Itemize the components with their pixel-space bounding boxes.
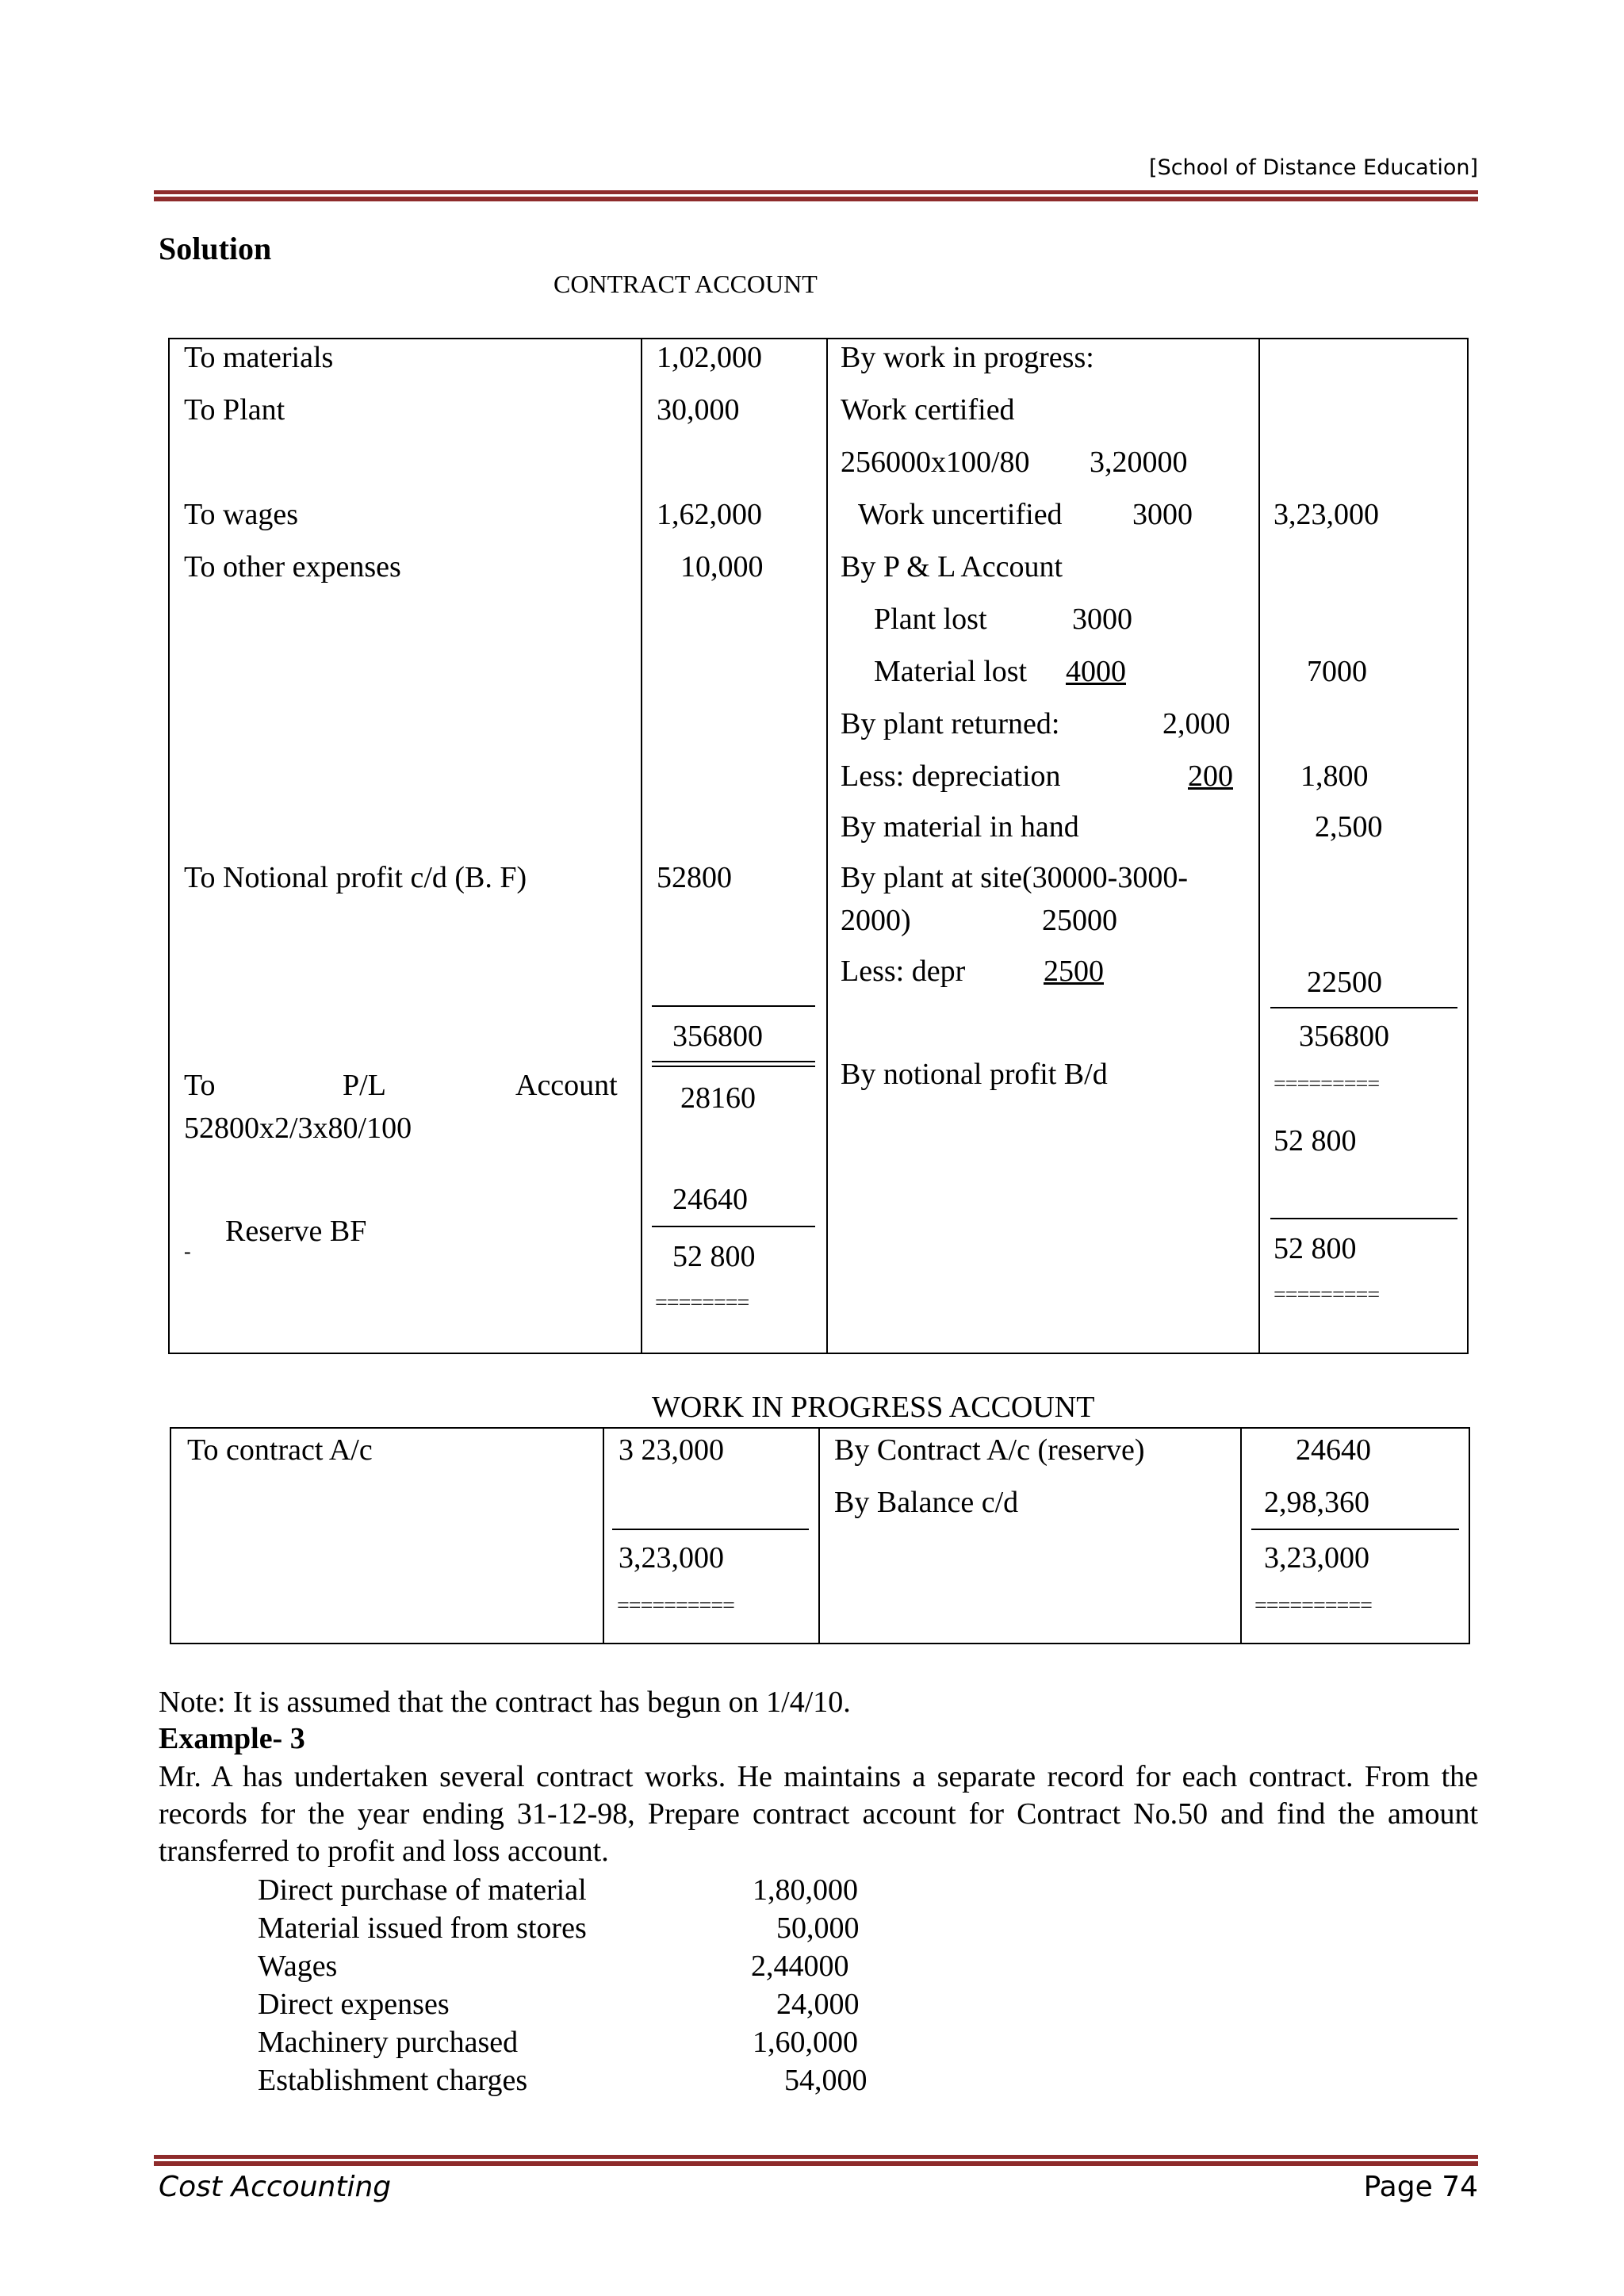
cr-uncertified-amt: 3000 (1132, 498, 1193, 531)
cr-material-lost: Material lost (874, 655, 1028, 688)
total-rule (652, 1005, 815, 1007)
double-rule (652, 1061, 815, 1067)
list-item-label: Machinery purchased (258, 2026, 519, 2059)
list-item-label: Material issued from stores (258, 1911, 587, 1945)
wip-dr-total: 3,23,000 (619, 1541, 724, 1575)
list-item-amount: 2,44000 (751, 1950, 849, 1983)
list-item-label: Direct expenses (258, 1988, 450, 2021)
cr-wip: By work in progress: (841, 341, 1094, 374)
total-rule (1270, 1218, 1457, 1219)
cr-less-depr: Less: depr (841, 955, 966, 988)
total-rule (652, 1226, 815, 1227)
cr-plant-returned-amt: 2,000 (1162, 707, 1231, 740)
cr-amt-plant-returned: 1,800 (1300, 760, 1369, 793)
total-rule (1270, 1007, 1457, 1008)
dr-amt-wages: 1,62,000 (657, 498, 762, 531)
footer-rule (154, 2155, 1478, 2166)
cr-certified-calc: 256000x100/80 (841, 446, 1030, 479)
cr-amt-wip: 3,23,000 (1274, 498, 1379, 531)
col-divider (641, 338, 642, 1354)
header-rule (154, 190, 1478, 201)
solution-heading: Solution (159, 231, 272, 266)
cr-eq2: ========= (1274, 1283, 1380, 1307)
wip-cr-item1: By Contract A/c (reserve) (834, 1433, 1145, 1467)
list-item-amount: 50,000 (776, 1911, 860, 1945)
wip-dr-item: To contract A/c (187, 1433, 373, 1467)
dr-total: 356800 (672, 1020, 763, 1053)
cr-notional-bd: By notional profit B/d (841, 1058, 1108, 1091)
col-divider (1240, 1427, 1242, 1644)
total-rule (1251, 1529, 1459, 1530)
wip-dr-eq: ========== (617, 1594, 734, 1618)
cr-plant-returned: By plant returned: (841, 707, 1060, 740)
cr-eq: ========= (1274, 1072, 1380, 1096)
dr-pl-formula: 52800x2/3x80/100 (184, 1112, 412, 1145)
col-divider (826, 338, 828, 1354)
dr-amt-plant: 30,000 (657, 393, 740, 427)
header-institution: [School of Distance Education] (1149, 155, 1478, 180)
cr-plant-site-amt: 25000 (1042, 904, 1117, 937)
cr-less-depr-amt: 2500 (1044, 955, 1104, 988)
cr-plant-lost-amt: 3000 (1072, 603, 1132, 636)
dr-reserve-amount: 24640 (672, 1183, 748, 1216)
cr-total: 356800 (1299, 1020, 1389, 1053)
dr-notional-profit: To Notional profit c/d (B. F) (184, 861, 527, 894)
dr-dash: - (184, 1240, 191, 1263)
dr-other-expenses: To other expenses (184, 550, 401, 584)
cr-plant-lost: Plant lost (874, 603, 987, 636)
list-item-label: Establishment charges (258, 2064, 528, 2097)
cr-certified: Work certified (841, 393, 1015, 427)
wip-cr-amount1: 24640 (1296, 1433, 1371, 1467)
footer-title: Cost Accounting (159, 2171, 392, 2203)
col-divider (818, 1427, 820, 1644)
col-divider (1258, 338, 1260, 1354)
page-number: Page 74 (1363, 2171, 1478, 2203)
wip-cr-item2: By Balance c/d (834, 1486, 1019, 1519)
cr-less-dep: Less: depreciation (841, 760, 1061, 793)
contract-table-border (168, 338, 1469, 1354)
wip-cr-total: 3,23,000 (1264, 1541, 1369, 1575)
cr-amt-material-hand: 2,500 (1315, 810, 1383, 844)
list-item-amount: 1,80,000 (753, 1873, 858, 1907)
cr-pl: By P & L Account (841, 550, 1063, 584)
dr-amt-other: 10,000 (680, 550, 764, 584)
contract-account-title: CONTRACT ACCOUNT (553, 270, 818, 298)
dr-pl-account: Account (515, 1069, 618, 1102)
list-item-label: Wages (258, 1950, 338, 1983)
cr-plant-site-2: 2000) (841, 904, 911, 937)
list-item-amount: 1,60,000 (753, 2026, 858, 2059)
cr-amt-notional-bd: 52 800 (1274, 1124, 1357, 1158)
note-text: Note: It is assumed that the contract has begun on 1/4/10. (159, 1686, 851, 1719)
cr-amt-plant-site: 22500 (1307, 966, 1382, 999)
dr-eq: ======== (655, 1291, 749, 1315)
dr-pl-pl: P/L (343, 1069, 386, 1102)
cr-total2: 52 800 (1274, 1232, 1357, 1265)
wip-dr-amount: 3 23,000 (619, 1433, 724, 1467)
example-text: Mr. A has undertaken several contract works. He maintains a separate record for each contract. From the records for the year ending 31-12-98, Prepare contract account for Contract No.50 and find the amount transferred to profit and loss account. (159, 1760, 1478, 1868)
cr-material-hand: By material in hand (841, 810, 1079, 844)
cr-amt-pl: 7000 (1307, 655, 1367, 688)
example-heading: Example- 3 (159, 1722, 305, 1755)
dr-amt-materials: 1,02,000 (657, 341, 762, 374)
cr-material-lost-amt: 4000 (1066, 655, 1126, 688)
dr-amt-notional: 52800 (657, 861, 732, 894)
dr-total2: 52 800 (672, 1240, 756, 1273)
cr-plant-site-1: By plant at site(30000-3000- (841, 861, 1188, 894)
wip-cr-amount2: 2,98,360 (1264, 1486, 1369, 1519)
col-divider (603, 1427, 604, 1644)
dr-pl-to: To (184, 1069, 216, 1102)
total-rule (612, 1529, 809, 1530)
dr-wages: To wages (184, 498, 299, 531)
list-item-amount: 24,000 (776, 1988, 860, 2021)
cr-less-dep-amt: 200 (1188, 760, 1233, 793)
dr-pl-amount: 28160 (680, 1081, 756, 1115)
list-item-label: Direct purchase of material (258, 1873, 587, 1907)
cr-uncertified: Work uncertified (858, 498, 1063, 531)
wip-title: WORK IN PROGRESS ACCOUNT (652, 1391, 1095, 1424)
wip-cr-eq: ========== (1254, 1594, 1372, 1618)
dr-plant: To Plant (184, 393, 285, 427)
list-item-amount: 54,000 (784, 2064, 868, 2097)
dr-reserve: Reserve BF (225, 1215, 367, 1248)
cr-certified-amt: 3,20000 (1090, 446, 1188, 479)
dr-materials: To materials (184, 341, 334, 374)
